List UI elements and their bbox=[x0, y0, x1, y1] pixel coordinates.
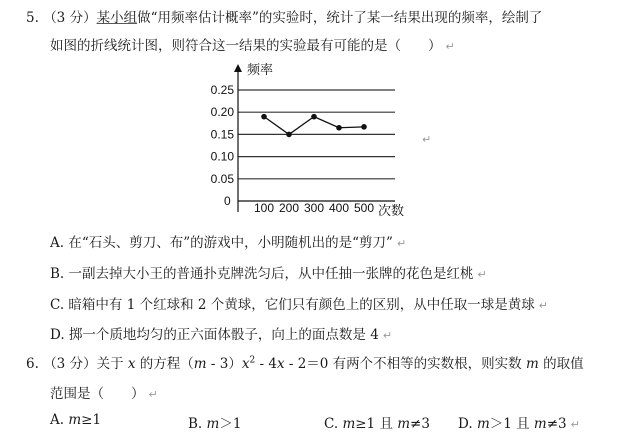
y-tick-label: 0.05 bbox=[210, 171, 234, 186]
q6-exponent: 2 bbox=[249, 355, 256, 366]
q6-option-label: D. bbox=[458, 416, 477, 432]
q5-option-b-text: B. 一副去掉大小王的普通扑克牌洗匀后，从中任抽一张牌的花色是红桃 bbox=[50, 266, 474, 282]
y-tick-label: 0.10 bbox=[210, 149, 234, 164]
y-tick-label: 0.15 bbox=[210, 127, 234, 142]
return-mark-icon: ↵ bbox=[382, 329, 393, 342]
data-point bbox=[311, 114, 317, 120]
q6-option-var: m bbox=[342, 416, 356, 432]
q5-line1-text: 做“用频率估计概率”的实验时，统计了某一结果出现的频率，绘制了 bbox=[137, 10, 543, 26]
q6-option-rel: ＞1 bbox=[219, 416, 242, 432]
q5-line2 bbox=[50, 34, 455, 54]
q5-line1 bbox=[26, 6, 542, 26]
q6-option-rel: ≠3 bbox=[410, 416, 430, 432]
q5-number: 5. bbox=[26, 10, 39, 26]
x-tick-label: 100 bbox=[253, 201, 275, 215]
x-tick-label: 300 bbox=[303, 201, 325, 215]
q6-line1 bbox=[26, 352, 584, 372]
q6-option-var: m bbox=[476, 416, 490, 432]
data-point bbox=[286, 132, 292, 138]
q5-option-a-text: A. 在“石头、剪刀、布”的游戏中，小明随机出的是“剪刀” bbox=[50, 235, 393, 251]
frequency-line-chart bbox=[205, 60, 445, 220]
q6-option-label: B. bbox=[188, 416, 207, 432]
q6-option-rel: ≥1 bbox=[81, 412, 102, 428]
q6-option-var: m bbox=[68, 412, 82, 428]
q6-line2 bbox=[50, 382, 158, 402]
q5-score: （3 分） bbox=[43, 10, 97, 26]
q6-option-b[interactable] bbox=[188, 412, 241, 432]
x-tick-label: 200 bbox=[278, 201, 300, 215]
q6-text: 的取值 bbox=[538, 356, 584, 372]
y-tick-label: 0.25 bbox=[210, 83, 234, 97]
chart-return-mark-icon: ↵ bbox=[422, 133, 432, 146]
q5-option-c-text: C. 暗箱中有 1 个红球和 2 个黄球，它们只有颜色上的区别，从中任取一球是黄球 bbox=[50, 297, 535, 313]
q5-line2-text: 如图的折线统计图，则符合这一结果的实验最有可能的是（ ） bbox=[50, 38, 442, 54]
y-axis-arrow-icon bbox=[234, 64, 242, 72]
y-tick-label: 0.20 bbox=[210, 105, 234, 120]
x-axis-label: 次数 bbox=[378, 203, 405, 218]
q6-option-a[interactable] bbox=[50, 412, 101, 428]
return-mark-icon: ↵ bbox=[570, 418, 580, 431]
q5-link[interactable]: 某小组 bbox=[96, 10, 138, 26]
q6-var-x: x bbox=[276, 356, 285, 372]
q6-var-x: x bbox=[127, 356, 136, 372]
data-point bbox=[336, 125, 342, 131]
q6-text: - 2＝0 有两个不相等的实数根，则实数 bbox=[284, 356, 526, 372]
q6-var-m: m bbox=[525, 356, 539, 372]
q5-option-c[interactable] bbox=[50, 293, 548, 313]
data-point bbox=[361, 124, 367, 130]
q6-var-x: x bbox=[241, 356, 250, 372]
q6-text: 的方程（ bbox=[135, 356, 194, 372]
q5-option-b[interactable] bbox=[50, 262, 487, 282]
q5-option-a[interactable] bbox=[50, 231, 406, 251]
q5-option-d[interactable] bbox=[50, 323, 392, 343]
q6-option-rel: ≥1 且 bbox=[355, 416, 398, 432]
q6-option-d[interactable] bbox=[458, 412, 580, 432]
y-tick-labels bbox=[211, 83, 235, 186]
q6-text: 关于 bbox=[96, 356, 128, 372]
q6-text: - 3） bbox=[206, 356, 242, 372]
q6-option-rel: ≠3 bbox=[546, 416, 567, 432]
x-tick-labels bbox=[254, 201, 374, 215]
return-mark-icon: ↵ bbox=[396, 237, 407, 250]
q6-text: - 4 bbox=[255, 356, 277, 372]
x-tick-label: 500 bbox=[353, 201, 375, 215]
x-tick-label: 400 bbox=[328, 201, 350, 215]
q6-number: 6. bbox=[26, 356, 39, 372]
q6-score: （3 分） bbox=[43, 356, 97, 372]
q6-option-label: C. bbox=[324, 416, 343, 432]
origin-label: 0 bbox=[224, 194, 231, 208]
return-mark-icon: ↵ bbox=[148, 388, 158, 401]
chart-grid bbox=[238, 90, 395, 179]
return-mark-icon: ↵ bbox=[538, 299, 548, 312]
q5-option-d-text: D. 掷一个质地均匀的正六面体骰子，向上的面点数是 4 bbox=[50, 327, 379, 343]
q6-option-var: m bbox=[206, 416, 220, 432]
q6-option-var: m bbox=[397, 416, 411, 432]
q6-option-c[interactable] bbox=[324, 412, 430, 432]
data-point bbox=[261, 114, 267, 120]
return-mark-icon: ↵ bbox=[477, 268, 487, 281]
y-axis-label: 频率 bbox=[247, 62, 274, 77]
q6-var-m: m bbox=[193, 356, 207, 372]
q6-option-var: m bbox=[533, 416, 547, 432]
q6-line2-text: 范围是（ ） bbox=[50, 386, 145, 402]
q6-option-rel: ＞1 且 bbox=[489, 416, 534, 432]
return-mark-icon: ↵ bbox=[445, 40, 455, 53]
q6-option-label: A. bbox=[50, 412, 69, 428]
